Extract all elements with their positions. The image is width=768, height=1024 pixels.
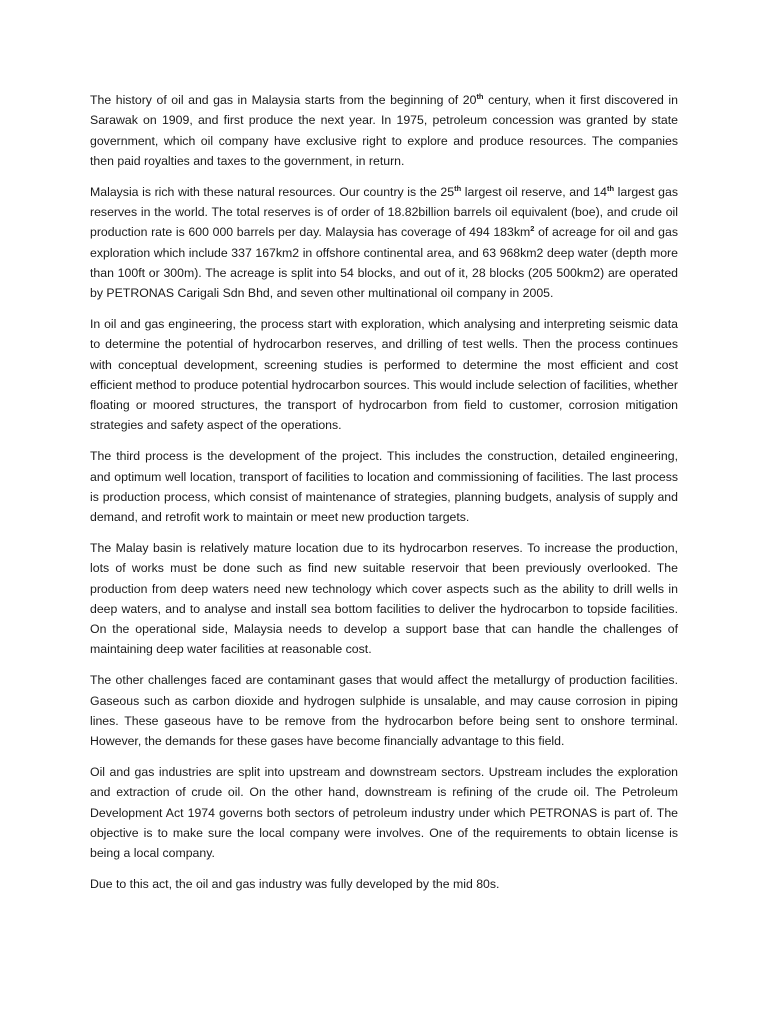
text-run: Malaysia is rich with these natural resources. Our country is the 25 bbox=[90, 184, 455, 199]
text-run: of acreage for oil and gas exploration which include 337 167km2 in offshore continental area, and 63 968km2 deep water (depth more than 100ft or 300m). The acreage is split into 54 blocks, and out of it, 28 blocks (205 500km2) are operated by PETRONAS Carigali Sdn Bhd, and seven other multinational oil company in 2005. bbox=[90, 225, 678, 301]
text-run: The other challenges faced are contaminant gases that would affect the metallurgy of production facilities. Gaseous such as carbon dioxide and hydrogen sulphide is unsalable, and may cause corrosion in piping lines. These gaseous have to be remove from the hydrocarbon before being sent to onshore terminal. However, the demands for these gases have become financially advantage to this field. bbox=[90, 673, 678, 749]
superscript: th bbox=[476, 92, 484, 101]
paragraph-sectors bbox=[90, 762, 678, 863]
paragraph-challenges bbox=[90, 670, 678, 751]
paragraph-exploration bbox=[90, 314, 678, 436]
text-run: Oil and gas industries are split into upstream and downstream sectors. Upstream includes the exploration and extraction of crude oil. On the other hand, downstream is refining of the crude oil. The Petroleum Development Act 1974 governs both sectors of petroleum industry under which PETRONAS is part of. The objective is to make sure the local company were involves. One of the requirements to obtain license is being a local company. bbox=[90, 764, 678, 861]
paragraph-malay-basin bbox=[90, 538, 678, 660]
text-run: The third process is the development of the project. This includes the construction, detailed engineering, and optimum well location, transport of facilities to location and commissioning of facilities. The last process is production process, which consist of maintenance of strategies, planning budgets, analysis of supply and demand, and retrofit work to maintain or meet new production targets. bbox=[90, 449, 678, 525]
text-run: century, when it first discovered in Sarawak on 1909, and first produce the next year. In 1975, petroleum concession was granted by state government, which oil company have exclusive right to explore and produce resources. The companies then paid royalties and taxes to the government, in return. bbox=[90, 93, 678, 168]
text-run: In oil and gas engineering, the process start with exploration, which analysing and interpreting seismic data to determine the potential of hydrocarbon reserves, and drilling of test wells. Then the process continues with conceptual development, screening studies is performed to determine the most efficient and cost efficient method to produce potential hydrocarbon sources. This would include selection of facilities, whether floating or moored structures, the transport of hydrocarbon from field to customer, corrosion mitigation strategies and safety aspect of the operations. bbox=[90, 316, 678, 433]
paragraph-conclusion bbox=[90, 874, 678, 894]
superscript: th bbox=[606, 183, 615, 193]
paragraph-development bbox=[90, 446, 678, 527]
superscript: 2 bbox=[530, 224, 535, 234]
text-run: The Malay basin is relatively mature location due to its hydrocarbon reserves. To increase the production, lots of works must be done such as find new suitable reservoir that been previously overlooked. The production from deep waters need new technology which cover aspects such as the ability to drill wells in deep waters, and to analyse and install sea bottom facilities to deliver the hydrocarbon to topside facilities. On the operational side, Malaysia needs to develop a support base that can handle the challenges of maintaining deep water facilities at reasonable cost. bbox=[90, 540, 678, 657]
text-run: largest gas reserves in the world. The total reserves is of order of 18.82billion barrels oil equivalent (boe), and crude oil production rate is 600 000 barrels per day. Malaysia has coverage of 494 183km bbox=[90, 184, 678, 240]
paragraph-history bbox=[90, 90, 678, 171]
text-run: largest oil reserve, and 14 bbox=[461, 184, 607, 199]
document-page bbox=[90, 90, 678, 905]
paragraph-reserves bbox=[90, 182, 678, 304]
superscript: th bbox=[454, 183, 462, 193]
text-run: The history of oil and gas in Malaysia starts from the beginning of 20 bbox=[90, 93, 477, 107]
text-run: Due to this act, the oil and gas industry was fully developed by the mid 80s. bbox=[90, 876, 500, 891]
